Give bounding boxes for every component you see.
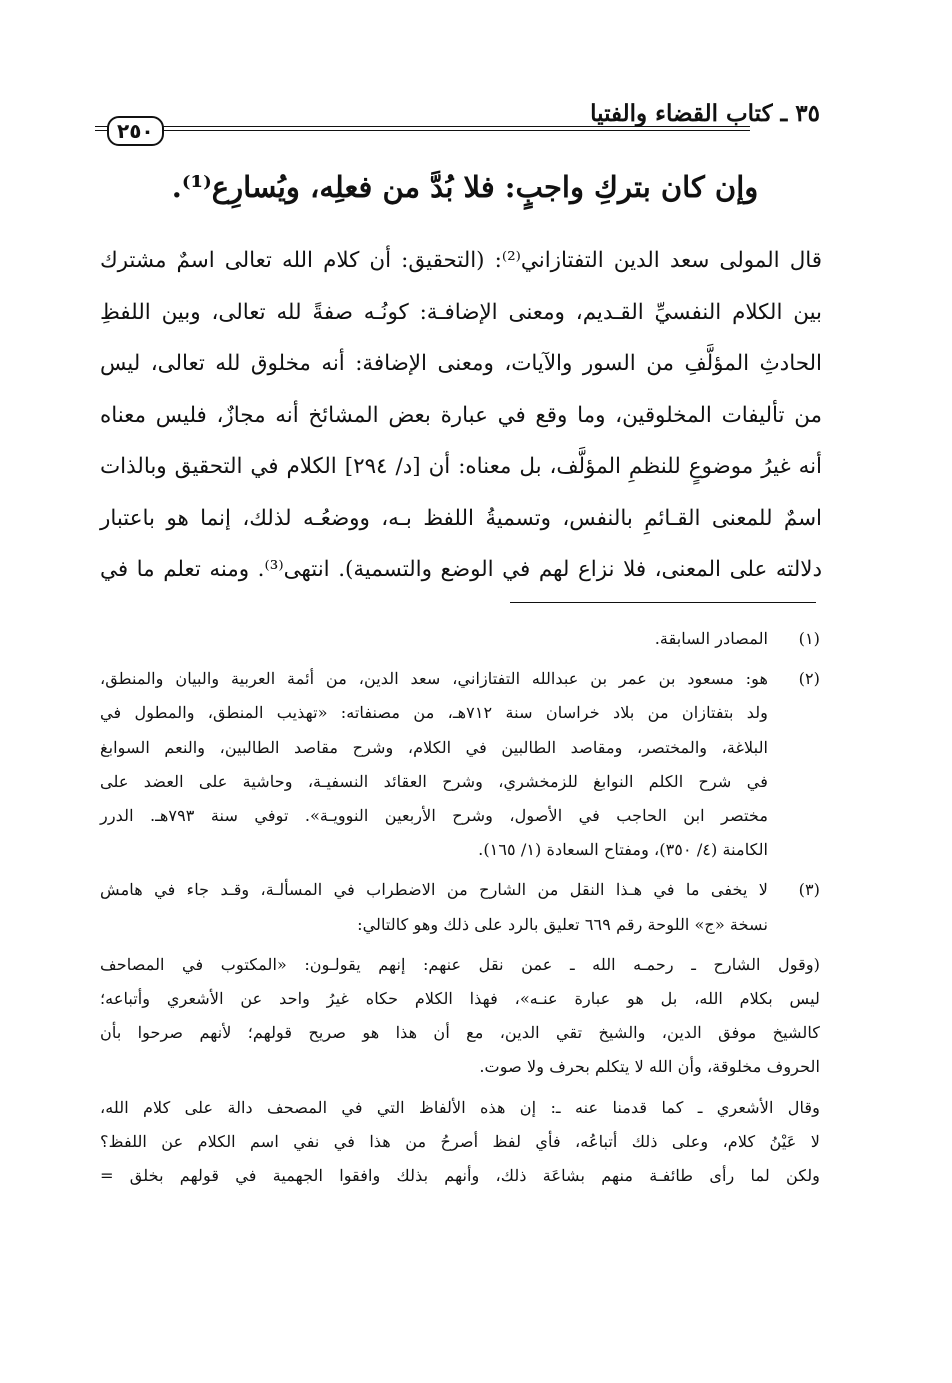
footnote-separator — [510, 602, 816, 603]
footnote-number: (٣) — [798, 880, 820, 900]
main-text — [100, 235, 822, 596]
footnote-quote-paragraph — [100, 1091, 820, 1194]
footnote-line: نسخة «ج» اللوحة رقم ٦٦٩ تعليق بالرد على ذلك وهو كالتالي: — [357, 914, 768, 934]
running-title: ٣٥ ـ كتاب القضاء والفتيا — [590, 100, 820, 127]
footnote-line: مختصر ابن الحاجب في الأصول، وشرح الأربعين النوويـة». توفي سنة ٧٩٣هـ. الدرر — [100, 806, 768, 826]
footnote-line: لا يخفى ما في هـذا النقل من الشارح من الاضطراب في المسألـة، وقـد جاء في هامش — [100, 880, 768, 900]
matn-heading: وإن كان بتركِ واجبٍ: فلا بُدَّ من فعلِه، ويُسارِع⁽¹⁾. — [171, 170, 759, 204]
main-text-line: قال المولى سعد الدين التفتازاني⁽²⁾: (التحقيق: أن كلام الله تعالى اسمٌ مشترك — [100, 248, 823, 273]
footnote-line: ولد بتفتازان من بلاد خراسان سنة ٧١٢هـ، من مصنفاته: «تهذيب المنطق، والمطول في — [100, 703, 768, 723]
page-number: ٢٥٠ — [107, 116, 164, 146]
footnote-quote-paragraph — [100, 948, 820, 1085]
footnote-line: الكامنة (٤/ ٣٥٠)، ومفتاح السعادة (١/ ١٦٥). — [478, 840, 768, 860]
main-text-line: الحادثِ المؤلَّفِ من السور والآيات، ومعنى الإضافة: أنه مخلوق لله تعالى، ليس — [100, 351, 822, 376]
footnote-number: (٢) — [798, 669, 820, 689]
footnote-line: البلاغة، والمختصر، ومقاصد الطالبين في الكلام، وشرح مقاصد الطالبين، والنعم السوابغ — [100, 737, 768, 757]
main-text-line: أنه غيرُ موضوعٍ للنظمِ المؤلَّف، بل معناه: أن [د/ ٢٩٤] الكلام في التحقيق وبالذات — [100, 454, 823, 479]
footnote-number: (١) — [798, 629, 820, 648]
footnote-3 — [100, 873, 820, 941]
footnote-line: المصادر السابقة. — [654, 629, 768, 648]
main-text-line: بين الكلام النفسيِّ القـديم، ومعنى الإضافـة: كونُـه صفةً لله تعالى، وبين اللفظِ — [100, 299, 822, 325]
footnote-line: ليس بكلام الله، بل هو عبارة عنـه»، فهذا الكلام حكاه غيرُ واحد عن الأشعري وأتباعه؛ — [100, 989, 820, 1009]
header-rule — [95, 126, 750, 131]
footnote-1 — [100, 622, 820, 656]
footnote-line: في شرح الكلم النوابغ للزمخشري، وشرح العقائد النسفيـة، وحاشية على العضد على — [100, 771, 768, 791]
footnote-line: لا عَيْنُ كلام، وعلى ذلك أتباعُه، فأي لفظ أصرحُ من هذا في نفي اسم الكلام عن اللفظ؟ — [100, 1131, 820, 1151]
footnote-line: هو: مسعود بن عمر بن عبدالله التفتازاني، سعد الدين، من أئمة العربية والبيان والمنطق، — [100, 669, 768, 689]
footnote-line: الحروف مخلوقة، وأن الله لا يتكلم بحرف ولا صوت. — [479, 1057, 820, 1077]
footnote-line: وقال الأشعري ـ كما قدمنا عنه ـ: إن هذه الألفاظ التي في المصحف دالة على كلام الله، — [100, 1097, 820, 1117]
page-header — [95, 80, 820, 143]
main-text-line: اسمٌ للمعنى القـائمِ بالنفس، وتسميةُ اللفظ بـه، ووضعُـه لذلك، إنما هو باعتبار — [100, 505, 822, 531]
main-text-line: دلالته على المعنى، فلا نزاع لهم في الوضع والتسمية). انتهى⁽³⁾. ومنه تعلم ما في — [100, 557, 822, 582]
footnote-2 — [100, 662, 820, 867]
main-text-line: من تأليفات المخلوقين، وما وقع في عبارة بعض المشائخ أنه مجازٌ، فليس معناه — [100, 402, 822, 428]
footnote-line: كالشيخ موفق الدين، والشيخ تقي الدين، مع أن هذا هو صريح قولهم؛ لأنهم صرحوا بأن — [100, 1023, 820, 1043]
footnote-line: ولكن لما رأى طائفـة منهم بشاعَة ذلك، وأنهم بذلك وافقوا الجهمية في قولهم بخلق = — [100, 1166, 820, 1186]
footnote-line: (وقول الشارح ـ رحمـه الله ـ عمن نقل عنهم: إنهم يقولـون: «المكتوب في المصاحف — [100, 954, 820, 974]
footnotes — [100, 622, 820, 1193]
